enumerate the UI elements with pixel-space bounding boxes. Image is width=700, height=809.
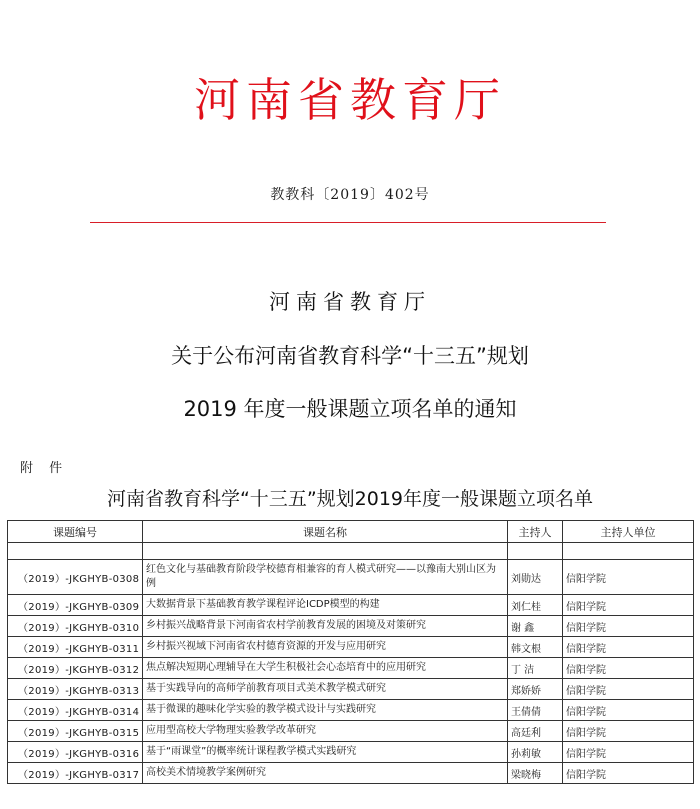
document-number: 教教科〔2019〕402号 xyxy=(270,187,430,203)
row-name: 乡村振兴视域下河南省农村德育资源的开发与应用研究 xyxy=(143,637,508,658)
row-host: 谢 鑫 xyxy=(508,616,563,637)
row-unit: 信阳学院 xyxy=(563,616,694,637)
header-code: 课题编号 xyxy=(8,521,143,543)
row-name: 高校美术情境教学案例研究 xyxy=(143,763,508,784)
row-host: 刘仁桂 xyxy=(508,595,563,616)
red-divider xyxy=(90,222,606,223)
row-host: 王倩倩 xyxy=(508,700,563,721)
table-row xyxy=(8,658,694,679)
attachment-label: 附 件 xyxy=(20,461,69,476)
row-code: （2019）-JKGHYB-0309 xyxy=(8,595,143,616)
masthead-title: 河南省教育厅 xyxy=(194,73,506,127)
row-code: （2019）-JKGHYB-0310 xyxy=(8,616,143,637)
table-row xyxy=(8,763,694,784)
row-name: 大数据背景下基础教育教学课程评论ICDP模型的构建 xyxy=(143,595,508,616)
row-host: 高廷利 xyxy=(508,721,563,742)
project-list-table xyxy=(7,520,694,784)
row-host: 郑娇娇 xyxy=(508,679,563,700)
notice-title-line-1: 河南省教育厅 xyxy=(269,290,431,314)
row-unit: 信阳学院 xyxy=(563,679,694,700)
row-unit: 信阳学院 xyxy=(563,763,694,784)
row-unit: 信阳学院 xyxy=(563,637,694,658)
table-row xyxy=(8,742,694,763)
page-gap xyxy=(0,428,700,438)
list-title: 河南省教育科学“十三五”规划2019年度一般课题立项名单 xyxy=(106,488,594,510)
row-unit: 信阳学院 xyxy=(563,700,694,721)
header-host: 主持人 xyxy=(508,521,563,543)
row-name: 基于微课的趣味化学实验的教学模式设计与实践研究 xyxy=(143,700,508,721)
table-spacer-row xyxy=(8,543,694,560)
table-header-row xyxy=(8,521,694,543)
row-code: （2019）-JKGHYB-0316 xyxy=(8,742,143,763)
table-row xyxy=(8,616,694,637)
table-row xyxy=(8,560,694,595)
table-row xyxy=(8,721,694,742)
row-unit: 信阳学院 xyxy=(563,595,694,616)
row-code: （2019）-JKGHYB-0315 xyxy=(8,721,143,742)
row-host: 孙莉敏 xyxy=(508,742,563,763)
row-code: （2019）-JKGHYB-0317 xyxy=(8,763,143,784)
row-name: 基于实践导向的高师学前教育项目式美术教学模式研究 xyxy=(143,679,508,700)
row-code: （2019）-JKGHYB-0308 xyxy=(8,560,143,595)
row-code: （2019）-JKGHYB-0314 xyxy=(8,700,143,721)
header-unit: 主持人单位 xyxy=(563,521,694,543)
row-host: 梁晓梅 xyxy=(508,763,563,784)
table-row xyxy=(8,637,694,658)
row-code: （2019）-JKGHYB-0312 xyxy=(8,658,143,679)
row-name: 红色文化与基础教育阶段学校德育相兼容的育人模式研究——以豫南大别山区为例 xyxy=(143,560,508,595)
row-host: 刘勋达 xyxy=(508,560,563,595)
row-name: 焦点解决短期心理辅导在大学生积极社会心态培育中的应用研究 xyxy=(143,658,508,679)
row-name: 乡村振兴战略背景下河南省农村学前教育发展的困境及对策研究 xyxy=(143,616,508,637)
row-code: （2019）-JKGHYB-0311 xyxy=(8,637,143,658)
table-row xyxy=(8,700,694,721)
table-row xyxy=(8,679,694,700)
row-unit: 信阳学院 xyxy=(563,658,694,679)
row-unit: 信阳学院 xyxy=(563,560,694,595)
row-host: 韩文根 xyxy=(508,637,563,658)
row-host: 丁 洁 xyxy=(508,658,563,679)
row-name: 应用型高校大学物理实验教学改革研究 xyxy=(143,721,508,742)
row-unit: 信阳学院 xyxy=(563,742,694,763)
row-code: （2019）-JKGHYB-0313 xyxy=(8,679,143,700)
row-unit: 信阳学院 xyxy=(563,721,694,742)
table-row xyxy=(8,595,694,616)
notice-title-line-3: 2019 年度一般课题立项名单的通知 xyxy=(183,397,517,421)
row-name: 基于“雨课堂”的概率统计课程教学模式实践研究 xyxy=(143,742,508,763)
notice-title-line-2: 关于公布河南省教育科学“十三五”规划 xyxy=(171,344,529,368)
header-name: 课题名称 xyxy=(143,521,508,543)
